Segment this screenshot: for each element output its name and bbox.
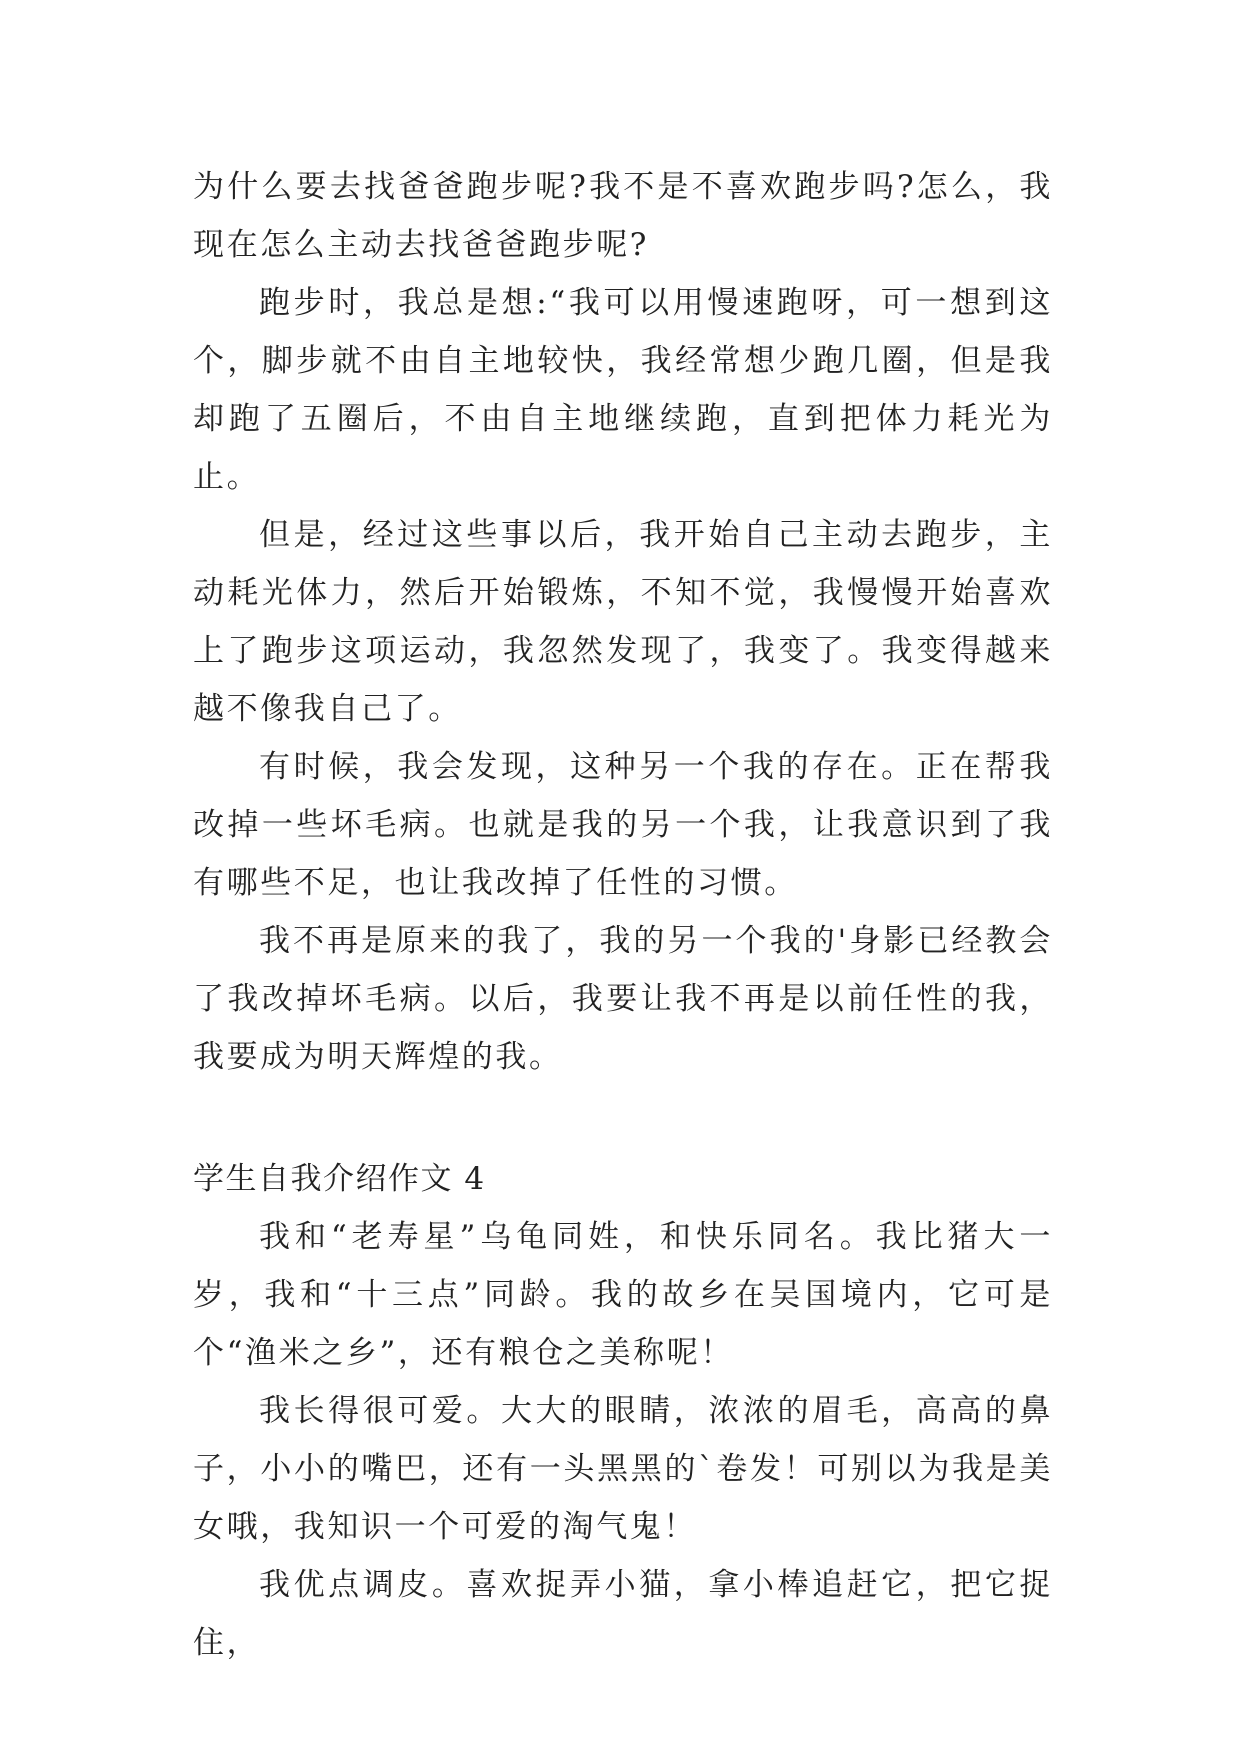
section-gap bbox=[193, 1086, 1053, 1150]
section-heading: 学生自我介绍作文 4 bbox=[193, 1161, 486, 1197]
paragraph-changed-self: 我不再是原来的我了，我的另一个我的'身影已经教会了我改掉坏毛病。以后，我要让我不再是以前任性的我，我要成为明天辉煌的我。 bbox=[193, 923, 1053, 1075]
paragraph-appearance: 我长得很可爱。大大的眼睛，浓浓的眉毛，高高的鼻子，小小的嘴巴，还有一头黑黑的`卷发！可别以为我是美女哦，我知识一个可爱的淘气鬼！ bbox=[193, 1393, 1053, 1545]
paragraph-other-self: 有时候，我会发现，这种另一个我的存在。正在帮我改掉一些坏毛病。也就是我的另一个我，让我意识到了我有哪些不足，也让我改掉了任性的习惯。 bbox=[193, 749, 1053, 901]
paragraph-started-running: 但是，经过这些事以后，我开始自己主动去跑步，主动耗光体力，然后开始锻炼，不知不觉，我慢慢开始喜欢上了跑步这项运动，我忽然发现了，我变了。我变得越来越不像我自己了。 bbox=[193, 517, 1053, 727]
paragraph-continuation: 为什么要去找爸爸跑步呢?我不是不喜欢跑步吗?怎么，我现在怎么主动去找爸爸跑步呢? bbox=[193, 169, 1053, 263]
paragraph-traits: 我优点调皮。喜欢捉弄小猫，拿小棒追赶它，把它捉住， bbox=[193, 1567, 1053, 1661]
paragraph-running: 跑步时，我总是想:“我可以用慢速跑呀，可一想到这个，脚步就不由自主地较快，我经常想少跑几圈，但是我却跑了五圈后，不由自主地继续跑，直到把体力耗光为止。 bbox=[193, 285, 1053, 495]
paragraph-name-age: 我和“老寿星”乌龟同姓，和快乐同名。我比猪大一岁，我和“十三点”同龄。我的故乡在吴国境内，它可是个“渔米之乡”，还有粮仓之美称呢！ bbox=[193, 1219, 1053, 1371]
document-body bbox=[193, 158, 1053, 1672]
